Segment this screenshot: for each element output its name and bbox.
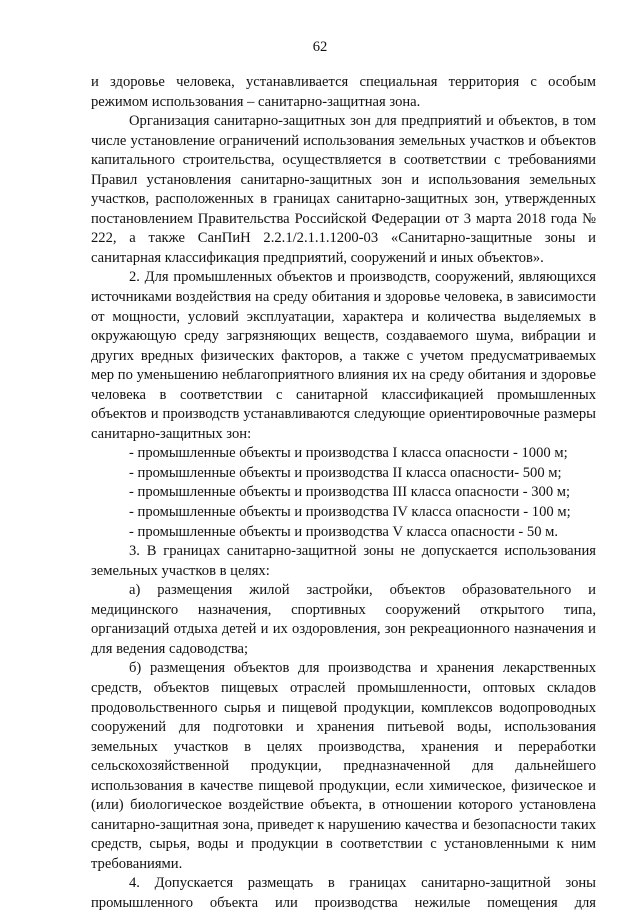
page-number: 62 [312, 39, 328, 55]
list-item: - промышленные объекты и производства II класса опасности- 500 м; [129, 464, 562, 481]
list-item: - промышленные объекты и производства I класса опасности - 1000 м; [129, 445, 568, 462]
paragraph-item-3b: б) размещения объектов для производства и хранения лекарственных средств, объектов пищевых отраслей промышленности, оптовых складов продовольственного сырья и пищевой продукции, комплексов водопроводных сооружений для подготовки и хранения питьевой воды, использования земельных участков в целях производства, хранения и переработки сельскохозяйственной продукции, предназначенной для дальнейшего использования в качестве пищевой продукции, если химическое, физическое и (или) биологическое воздействие объекта, в отношении которого установлена санитарно-защитная зона, приведет к нарушению качества и безопасности таких средств, сырья, воды и продукции в соответствии с установленными к ним требованиями. [91, 660, 596, 872]
paragraph-continuation: и здоровье человека, устанавливается специальная территория с особым режимом использования – санитарно-защитная зона. [91, 74, 596, 110]
page-body [91, 73, 596, 914]
paragraph-item-4: 4. Допускается размещать в границах санитарно-защитной зоны промышленного объекта или производства нежилые помещения для [91, 875, 596, 911]
list-item: - промышленные объекты и производства III класса опасности - 300 м; [129, 484, 571, 501]
list-item: - промышленные объекты и производства V класса опасности - 50 м. [129, 523, 559, 540]
hazard-class-list [91, 444, 596, 542]
paragraph-item-2: 2. Для промышленных объектов и производств, сооружений, являющихся источниками воздействия на среду обитания и здоровье человека, в зависимости от мощности, условий эксплуатации, характера и количества выделяемых в окружающую среду загрязняющих веществ, создаваемого шума, вибрации и других вредных физических факторов, а также с учетом предусматриваемых мер по уменьшению неблагоприятного влияния их на среду обитания и здоровье человека в соответствии с санитарной классификацией промышленных объектов и производств устанавливаются следующие ориентировочные размеры санитарно-защитных зон: [91, 269, 596, 442]
paragraph-item-3a: а) размещения жилой застройки, объектов образовательного и медицинского назначения, спортивных сооружений открытого типа, организаций отдыха детей и их оздоровления, зон рекреационного назначения и для ведения садоводства; [91, 582, 596, 657]
paragraph-item-3: 3. В границах санитарно-защитной зоны не допускается использования земельных участков в целях: [91, 543, 596, 579]
paragraph-sanitary-zones-organization: Организация санитарно-защитных зон для предприятий и объектов, в том числе установление ограничений использования земельных участков и объектов капитального строительства, осуществляется в соответствии с требованиями Правил установления санитарно-защитных зон и использования земельных участков, расположенных в границах санитарно-защитных зон, утвержденных постановлением Правительства Российской Федерации от 3 марта 2018 года № 222, а также СанПиН 2.2.1/2.1.1.1200-03 «Санитарно-защитные зоны и санитарная классификация предприятий, сооружений и иных объектов». [91, 113, 596, 266]
list-item: - промышленные объекты и производства IV класса опасности - 100 м; [129, 504, 571, 521]
